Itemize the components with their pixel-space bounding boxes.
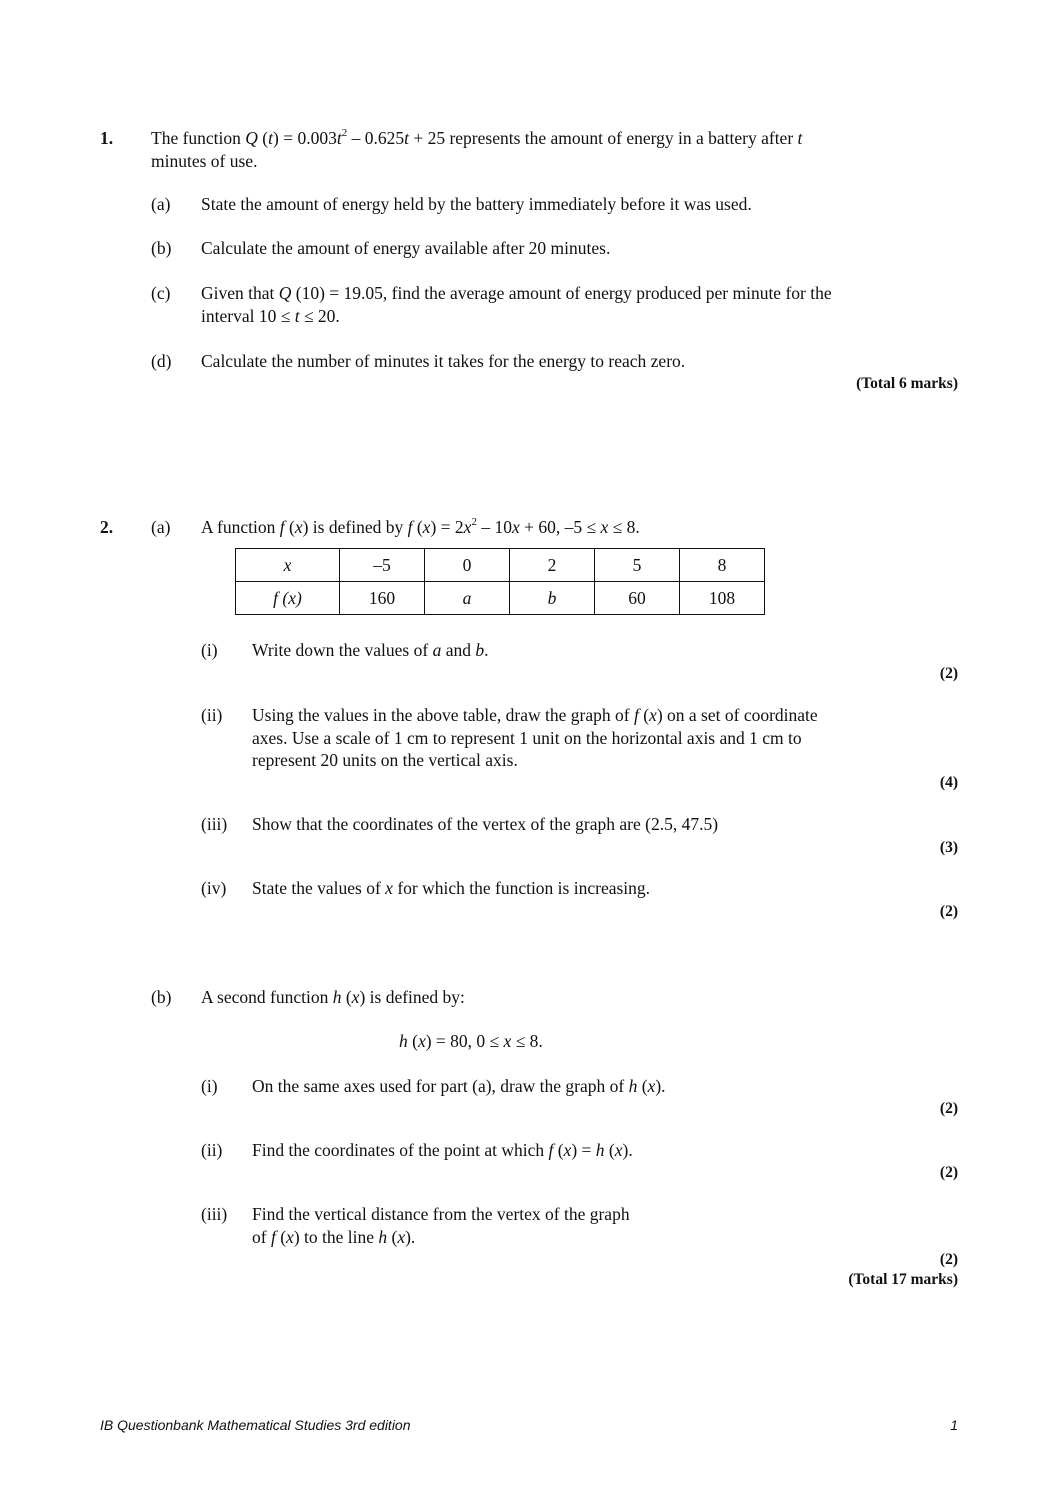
q2-part-b-label: (b) bbox=[151, 987, 172, 1007]
table-cell-fx: a bbox=[425, 582, 510, 615]
q2-a-iv-marks: (2) bbox=[939, 903, 958, 920]
table-cell-x: 8 bbox=[680, 549, 765, 582]
question-1-intro: The function Q $(t) = 0.003t^2 - 0.625t + 25$ represents the amount of energy in a battery after t bbox=[151, 127, 803, 148]
q2-a-ii-text-line-3: represent 20 units on the vertical axis. bbox=[252, 750, 518, 770]
q1-part-c-label: (c) bbox=[151, 283, 171, 303]
q2-a-i-label: (i) bbox=[201, 640, 218, 660]
q2-a-ii-marks: (4) bbox=[939, 774, 958, 791]
q2-b-i-label: (i) bbox=[201, 1076, 218, 1096]
table-cell-fx: b bbox=[510, 582, 595, 615]
q2-a-iv-text: State the values of x for which the function is increasing. bbox=[252, 878, 651, 898]
q1-part-b-text: Calculate the amount of energy available after 20 minutes. bbox=[201, 238, 611, 258]
table-header-x: x bbox=[236, 549, 340, 582]
question-1-number: 1. bbox=[100, 128, 114, 148]
q2-a-ii-text-line-1: Using the values in the above table, draw the graph of f (x) on a set of coordinate bbox=[252, 705, 818, 725]
table-cell-x: 0 bbox=[425, 549, 510, 582]
q2-part-a-label: (a) bbox=[151, 517, 171, 537]
q1-part-d-text: Calculate the number of minutes it takes for the energy to reach zero. bbox=[201, 351, 686, 371]
table-cell-fx: 160 bbox=[340, 582, 425, 615]
q2-total-marks: (Total 17 marks) bbox=[848, 1271, 958, 1288]
question-2-number: 2. bbox=[100, 517, 114, 537]
q1-part-a-label: (a) bbox=[151, 194, 171, 214]
q2-b-ii-marks: (2) bbox=[939, 1164, 958, 1181]
q2-b-i-marks: (2) bbox=[939, 1100, 958, 1117]
question-1-intro-line-2: minutes of use. bbox=[151, 151, 258, 171]
q2-a-iii-label: (iii) bbox=[201, 814, 228, 834]
q2-b-iii-text-line-2: of f (x) to the line h (x). bbox=[252, 1227, 416, 1247]
table-cell-fx: 108 bbox=[680, 582, 765, 615]
function-values-table bbox=[235, 548, 765, 615]
table-cell-x: 2 bbox=[510, 549, 595, 582]
q1-part-a-text: State the amount of energy held by the battery immediately before it was used. bbox=[201, 194, 752, 214]
q2-a-iii-text: Show that the coordinates of the vertex of the graph are (2.5, 47.5) bbox=[252, 814, 719, 834]
table-row-x bbox=[236, 549, 765, 582]
q1-part-c-text: Given that Q (10) = 19.05, find the average amount of energy produced per minute for the bbox=[201, 283, 832, 303]
q2-part-a-text: A function f (x) is defined by f $(x) = 2x^2 - 10x + 60$, –5 ≤ x ≤ 8. bbox=[201, 516, 640, 537]
q2-b-iii-marks: (2) bbox=[939, 1251, 958, 1268]
q2-a-ii-text-line-2: axes. Use a scale of 1 cm to represent 1 unit on the horizontal axis and 1 cm to bbox=[252, 728, 802, 748]
q1-part-b-label: (b) bbox=[151, 238, 172, 258]
table-cell-fx: 60 bbox=[595, 582, 680, 615]
q2-b-equation: h (x) = 80, 0 ≤ x ≤ 8. bbox=[399, 1031, 543, 1051]
q2-a-iii-marks: (3) bbox=[939, 839, 958, 856]
q2-b-ii-label: (ii) bbox=[201, 1140, 223, 1160]
table-header-fx: f (x) bbox=[236, 582, 340, 615]
q2-b-ii-text: Find the coordinates of the point at which f (x) = h (x). bbox=[252, 1140, 633, 1160]
footer-title: IB Questionbank Mathematical Studies 3rd edition bbox=[100, 1417, 411, 1433]
q2-b-iii-text-line-1: Find the vertical distance from the vertex of the graph bbox=[252, 1204, 630, 1224]
q2-a-i-text: Write down the values of a and b. bbox=[252, 640, 489, 660]
q2-b-i-text: On the same axes used for part (a), draw the graph of h (x). bbox=[252, 1076, 666, 1096]
q2-a-ii-label: (ii) bbox=[201, 705, 223, 725]
table-cell-x: –5 bbox=[340, 549, 425, 582]
q2-a-iv-label: (iv) bbox=[201, 878, 227, 898]
q1-total-marks: (Total 6 marks) bbox=[856, 375, 958, 392]
q1-part-c-text-line-2: interval 10 ≤ t ≤ 20. bbox=[201, 306, 340, 326]
footer-page-number: 1 bbox=[950, 1417, 958, 1433]
q2-a-i-marks: (2) bbox=[939, 665, 958, 682]
q2-part-b-text: A second function h (x) is defined by: bbox=[201, 987, 465, 1007]
table-row-fx bbox=[236, 582, 765, 615]
q1-part-d-label: (d) bbox=[151, 351, 172, 371]
q2-b-iii-label: (iii) bbox=[201, 1204, 228, 1224]
table-cell-x: 5 bbox=[595, 549, 680, 582]
